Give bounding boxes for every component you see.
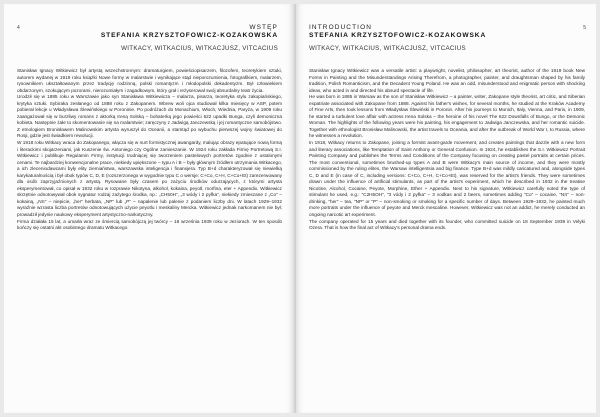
section-title: WSTĘP [249, 24, 278, 31]
paragraph: The company operated for 15 years and died together with its founder, who committed suicide on 18 September 1939 in Velyki Ozera. That is how the final act of Witkacy's personal drama ends. [309, 218, 585, 231]
paragraph: W 1918 roku Witkacy wraca do Zakopanego, włącza się w nurt formistycznej awangardy, malując obrazy epatujące nową formą i literackimi skojarzeniami, jak Kuszenie św. Antoniego czy Ogólne zamieszanie. W 1924 roku zakłada Firmę Portretową S.I. Witkiewicz i publikuje Regulamin Firmy, instytucji trudniącej się tworzeniem pastelowych portretów zgodnie z ustalonymi cenami. Te najbardziej konwencjonalne prace, niekiedy upiększone – typu A i B – były głównym źródłem utrzymania Witkacego, a ich zleceniodawcami były elity ziemiaństwa, warszawska inteligencja i finansjera. Typ B+d charakteryzował się niewielką karykaturalnością i był obok typów C, D, E (rozszerzonego w wygodnie typu C o wersje: C+Co, C+H, C+Co+Et) zarezerwowany dla osób zaprzyjaźnionych z artystą. Rysowane były czasem po zażyciu środków odurzających, z którymi artysta eksperymentował, co opisał w 1932 roku w rozprawie Nikotyna, alkohol, kokaina, peyotl, morfina, eter + Appendix. Witkiewicz skrzętnie odnotowywał obok sygnatur rodzaj zażytego środka, np.: „CH50H”, „3 wódy i 2 pyfka”, niekiedy zmieszane z „Co” – kokainą, „Nπ” – niepicie, „her” herbata, „NP” lub „P” – napalenie lub palenie z podaniem liczby dni. W latach 1929–1932 wyraźnie wzrasta liczba portretów odnotowujących użycie peyotlu i meskaliny Mercka. Witkiewicz jednak narkomanem nie był; prowadził jedynie naukowy eksperyment artystyczno-narkotyczny. [17, 140, 282, 218]
body-text [17, 68, 282, 232]
author-name: STEFANIA KRZYSZTOFOWICZ-KOZAKOWSKA [100, 32, 278, 39]
page-number: 4 [17, 25, 20, 31]
body-text [309, 68, 585, 232]
paragraph: In 1918, Witkacy returns to Zakopane, joining a formist avant-garde movement, and creates paintings that dazzle with a new form and literary associations, like Temptation of Saint Anthony or General Confusion. In 1924, he establishes the S.I. Witkiewicz Portrait Painting Company and publishes the Terms and Conditions of the Company focusing on creating pastel portraits at certain prices. The most conventional, sometimes brushed-up types A and B were Witkacy's main source of income, and they were mostly commissioned by the ruling elites, the Warsaw intelligentsia and big finance. Type B+d was mildly caricatured and, alongside types C, D and E (in case of C, including versions: C+Co, C+H, C+Co+Et), was reserved for the artist's friends. They were sometimes drawn under the influence of artificial stimulants, as part of the artist's experiment, which he described in 1932 in the treatise Nicotine, Alcohol, Cocaine, Peyote, Morphine, Ether + Appendix. Next to his signature, Witkiewicz carefully noted the type of stimulant he used, e.g.: “C2H5OH”, “3 vódy i 2 pyfka” – 3 vodkas and 2 beers, sometimes adding “Co” – cocaine, “Nπ” – non-drinking, “her” – tea, “NP” or “P” – non-smoking or smoking for a specific number of days. Between 1929–1932, he painted much more portraits under the influence of peyote and Merck mescaline. However, Witkiewicz was not an addict, he merely conducted an ongoing narcotic art experiment. [309, 140, 585, 218]
left-page [4, 4, 295, 413]
aliases-subtitle: WITKACY, WITKACIUS, WITKACJUSZ, VITCACIUS [309, 45, 466, 52]
section-title: INTRODUCTION [309, 24, 373, 31]
paragraph: Urodził się w 1885 roku w Warszawie jako syn Stanisława Witkiewicza – malarza, pisarza, teoretyka stylu zakopiańskiego, krytyka sztuki. Sybiraka zesłanego od 1888 roku z Zakopanem. Wbrew woli ojca studiował kilka miesięcy w ASP, potem pobierał lekcje u Władysława Ślewińskiego w Poroninie. Po podróżach do Monachium, Włoch, Wiednia, Paryża, w 1909 roku zaangażował się w burzliwy romans z aktorką Ireną Solską – bohaterką jego powieści 622 upadki Bunga, czyli demoniczna kobieta. Następnie żałe to skomentowanie się na malarstwie; zaręczyny z Jadwigą Janczewską i jej romantyczne samobójstwo. Z etnologiem Bronisławem Malinowskim artysta wyruszył do Oceanii, a stamtąd po wybuchu pierwszej wojny światowej do Rosji, gdzie jest świadkiem rewolucji. [17, 94, 282, 139]
page-number: 5 [583, 25, 586, 31]
chapter-header [309, 24, 486, 53]
paragraph: He was born in 1885 in Warsaw as the son of Stanisław Witkiewicz – a painter, writer, Zakopane style theorist, art critic, and Siberian expatriate associated with Zakopane from 1888. Against his father's wishes, for several months, he studied at the Kraków Academy of Fine Arts, then took lessons from Władysław Ślewiński in Poronin. After his journeys to Munich, Italy, Vienna, and Paris, in 1909, he started a turbulent love affair with actress Irena Solska – the heroine of his novel The 622 Downfalls of Bungo, or the Demonic Woman. The highlights of the following years were his painting, his engagement to Jadwiga Janczewska, and her romantic suicide. Together with ethnologist Bronisław Malinowski, the artist travels to Oceania, and after the outbreak of World War I, to Russia, where he witnesses a revolution. [309, 94, 585, 139]
paragraph: Stanisław Ignacy Witkiewicz był artystą wszechstronnym: dramaturgiem, powieściopisarzem, filozofem, teoretykiem sztuki, autorem wydanej w 1919 roku książki Nowe formy w malarstwie i wynikające stąd nieporozumienia, fotografikiem, malarzem, rysownikiem ukształtowanym przez tradycję rodzinną, polski romantyzm i młodopolski dekadentyzm. Był człowiekiem obdarzonym, szokującym pozorami, nierozumiałym i zagadkowym, który grał i reżyserował swój absurdalny teatr życia. [17, 68, 282, 93]
right-page [296, 4, 596, 413]
aliases-subtitle: WITKACY, WITKACIUS, WITKACJUSZ, VITCACIUS [121, 45, 278, 52]
paragraph: Stanisław Ignacy Witkiewicz was a versatile artist: a playwright, novelist, philosopher, art theorist, author of the 1919 book New Forms in Painting and the Misunderstandings Arising Therefrom, a photographer, painter, and draughtsman shaped by his family tradition, Polish Romanticism, and the Decadent Young Poland. He was an odd, misunderstood and enigmatic person with shocking ideas, who acted in and directed his absurd spectacle of life. [309, 68, 585, 93]
chapter-header [101, 24, 278, 53]
author-name: STEFANIA KRZYSZTOFOWICZ-KOZAKOWSKA [309, 32, 487, 39]
paragraph: Firma działała 15 lat, a umarła wraz ze śmiercią samobójczą jej twórcy – 18 września 1939 roku w Jeziorach. W ten sposób kończy się ostatni akt osobistego dramatu Witkacego. [17, 218, 282, 231]
